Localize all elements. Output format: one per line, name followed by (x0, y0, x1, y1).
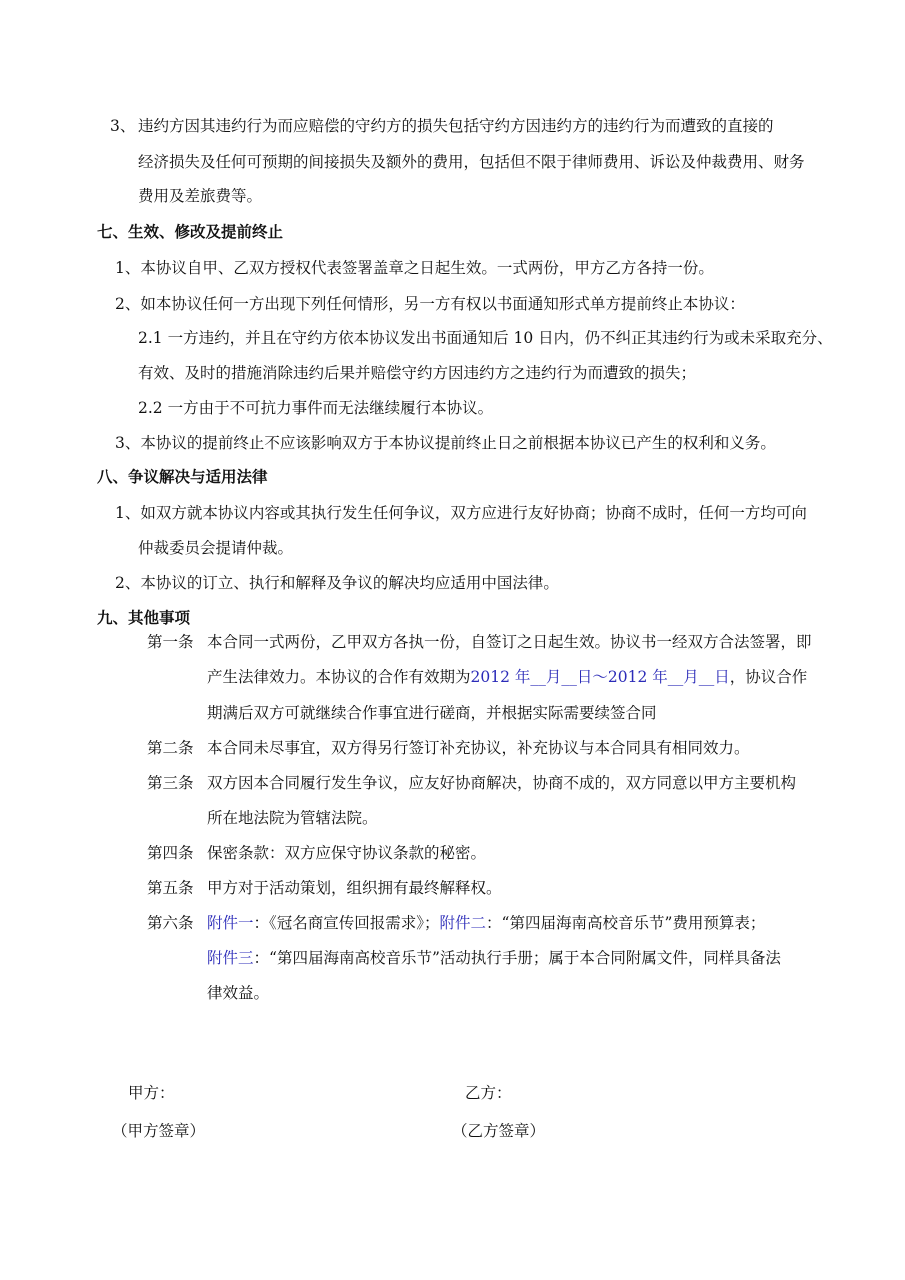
article6-label: 第六条 (147, 914, 194, 932)
article1-line2-text: 产生法律效力。本协议的合作有效期为 (207, 668, 471, 686)
attachment1-title: ：《冠名商宣传回报需求》； (253, 914, 440, 932)
article4-line1: 保密条款：双方应保守协议条款的秘密。 (207, 844, 487, 862)
section7-item2-1-line1: 2.1 一方违约，并且在守约方依本协议发出书面通知后 10 日内，仍不纠正其违约行为或未采取充分、 (138, 329, 833, 347)
attachment3-title: ：“第四届海南高校音乐节”活动执行手册；属于本合同附属文件，同样具备法 (253, 949, 781, 967)
attachment1-link[interactable]: 附件一 (207, 914, 254, 932)
article3-line1: 双方因本合同履行发生争议，应友好协商解决，协商不成的，双方同意以甲方主要机构 (207, 774, 797, 792)
section8-item1-line2: 仲裁委员会提请仲裁。 (138, 539, 294, 557)
section7-heading: 七、生效、修改及提前终止 (97, 223, 284, 241)
article5-label: 第五条 (147, 879, 194, 897)
attachment2-link[interactable]: 附件二 (439, 914, 487, 932)
article1-validity-period: 2012 年__月__日～2012 年__月__日 (470, 668, 730, 686)
article6-line3: 律效益。 (207, 984, 270, 1002)
article6-line1 (207, 913, 765, 933)
article1-line2-tail: ，协议合作 (729, 668, 808, 686)
article4-label: 第四条 (147, 844, 194, 862)
party-b-label: 乙方： (465, 1084, 512, 1102)
article1-line2 (207, 667, 807, 687)
article5-line1: 甲方对于活动策划，组织拥有最终解释权。 (207, 879, 502, 897)
section7-item3: 3、本协议的提前终止不应该影响双方于本协议提前终止日之前根据本协议已产生的权利和义务。 (115, 434, 776, 452)
party-a-label: 甲方： (128, 1084, 175, 1102)
section6-item3-number: 3、 (110, 117, 136, 135)
section8-item1-line1: 1、如双方就本协议内容或其执行发生任何争议，双方应进行友好协商；协商不成时，任何一方均可向 (115, 504, 807, 522)
section8-item2: 2、本协议的订立、执行和解释及争议的解决均应适用中国法律。 (115, 574, 559, 592)
section7-item2: 2、如本协议任何一方出现下列任何情形，另一方有权以书面通知形式单方提前终止本协议： (115, 295, 745, 313)
attachment2-title: ：“第四届海南高校音乐节”费用预算表； (486, 914, 766, 932)
article6-line2 (207, 948, 781, 968)
section7-item2-2: 2.2 一方由于不可抗力事件而无法继续履行本协议。 (138, 399, 494, 417)
article1-label: 第一条 (147, 633, 194, 651)
attachment3-link[interactable]: 附件三 (207, 949, 254, 967)
article3-line2: 所在地法院为管辖法院。 (207, 809, 378, 827)
section9-heading: 九、其他事项 (97, 609, 191, 627)
article3-label: 第三条 (147, 774, 194, 792)
section8-heading: 八、争议解决与适用法律 (97, 468, 268, 486)
article1-line3: 期满后双方可就继续合作事宜进行磋商，并根据实际需要续签合同 (207, 704, 657, 722)
article2-label: 第二条 (147, 739, 194, 757)
section7-item1: 1、本协议自甲、乙双方授权代表签署盖章之日起生效。一式两份，甲方乙方各持一份。 (115, 259, 714, 277)
section7-item2-1-line2: 有效、及时的措施消除违约后果并赔偿守约方因违约方之违约行为而遭致的损失； (138, 364, 697, 382)
section6-item3-line3: 费用及差旅费等。 (138, 187, 263, 205)
section6-item3-line2: 经济损失及任何可预期的间接损失及额外的费用，包括但不限于律师费用、诉讼及仲裁费用、财务 (138, 153, 805, 171)
section6-item3-line1: 违约方因其违约行为而应赔偿的守约方的损失包括守约方因违约方的违约行为而遭致的直接的 (138, 117, 774, 135)
article1-line1: 本合同一式两份，乙甲双方各执一份，自签订之日起生效。协议书一经双方合法签署，即 (207, 633, 812, 651)
party-b-seal: （乙方签章） (452, 1122, 546, 1140)
party-a-seal: （甲方签章） (112, 1122, 206, 1140)
article2-line1: 本合同未尽事宜，双方得另行签订补充协议，补充协议与本合同具有相同效力。 (207, 739, 750, 757)
